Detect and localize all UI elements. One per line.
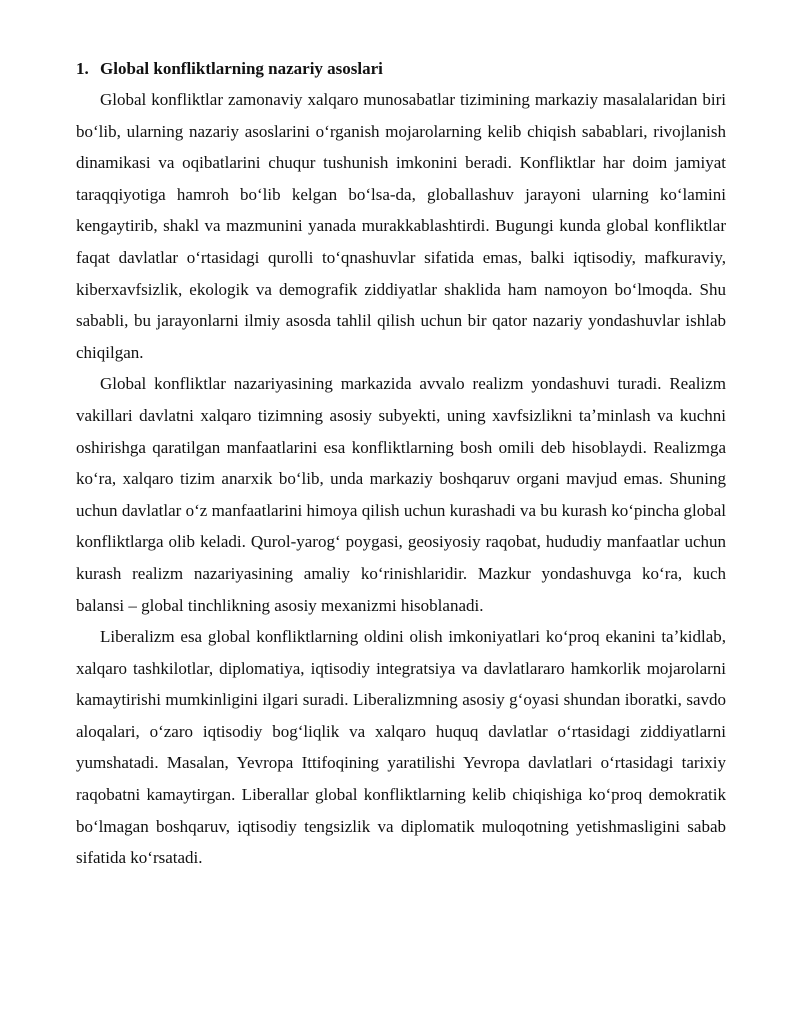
document-page: [76, 54, 726, 874]
paragraph-realism: Global konfliktlar nazariyasining markazida avvalo realizm yondashuvi turadi. Realizm vakillari davlatni xalqaro tizimning asosiy subyekti, uning xavfsizlikni taʼminlash va kuchni oshirishga qaratilgan manfaatlarini esa konfliktlarning bosh omili deb hisoblaydi. Realizmga koʻra, xalqaro tizim anarxik boʻlib, unda markaziy boshqaruv organi mavjud emas. Shuning uchun davlatlar oʻz manfaatlarini himoya qilish uchun kurashadi va bu kurash koʻpincha global konfliktlarga olib keladi. Qurol-yarogʻ poygasi, geosiyosiy raqobat, hududiy manfaatlar uchun kurash realizm nazariyasining amaliy koʻrinishlaridir. Mazkur yondashuvga koʻra, kuch balansi – global tinchlikning asosiy mexanizmi hisoblanadi.: [76, 374, 726, 615]
section-number: 1.: [76, 59, 89, 78]
section-title: Global konfliktlarning nazariy asoslari: [100, 59, 383, 78]
section-heading: [76, 54, 726, 84]
paragraph-liberalism: Liberalizm esa global konfliktlarning oldini olish imkoniyatlari koʻproq ekanini taʼkidlab, xalqaro tashkilotlar, diplomatiya, iqtisodiy integratsiya va davlatlararo hamkorlik mojarolarni kamaytirishi mumkinligini ilgari suradi. Liberalizmning asosiy gʻoyasi shundan iboratki, savdo aloqalari, oʻzaro iqtisodiy bogʻliqlik va xalqaro huquq davlatlar oʻrtasidagi ziddiyatlarni yumshatadi. Masalan, Yevropa Ittifoqining yaratilishi Yevropa davlatlari oʻrtasidagi tarixiy raqobatni kamaytirgan. Liberallar global konfliktlarning kelib chiqishiga koʻproq demokratik boʻlmagan boshqaruv, iqtisodiy tengsizlik va diplomatik muloqotning yetishmasligini sabab sifatida koʻrsatadi.: [76, 627, 726, 868]
paragraph-intro: Global konfliktlar zamonaviy xalqaro munosabatlar tizimining markaziy masalalaridan biri boʻlib, ularning nazariy asoslarini oʻrganish mojarolarning kelib chiqish sabablari, rivojlanish dinamikasi va oqibatlarini chuqur tushunish imkonini beradi. Konfliktlar har doim jamiyat taraqqiyotiga hamroh boʻlib kelgan boʻlsa-da, globallashuv jarayoni ularning koʻlamini kengaytirib, shakl va mazmunini yanada murakkablashtirdi. Bugungi kunda global konfliktlar faqat davlatlar oʻrtasidagi qurolli toʻqnashuvlar sifatida emas, balki iqtisodiy, mafkuraviy, kiberxavfsizlik, ekologik va demografik ziddiyatlar shaklida ham namoyon boʻlmoqda. Shu sababli, bu jarayonlarni ilmiy asosda tahlil qilish uchun bir qator nazariy yondashuvlar ishlab chiqilgan.: [76, 90, 726, 362]
